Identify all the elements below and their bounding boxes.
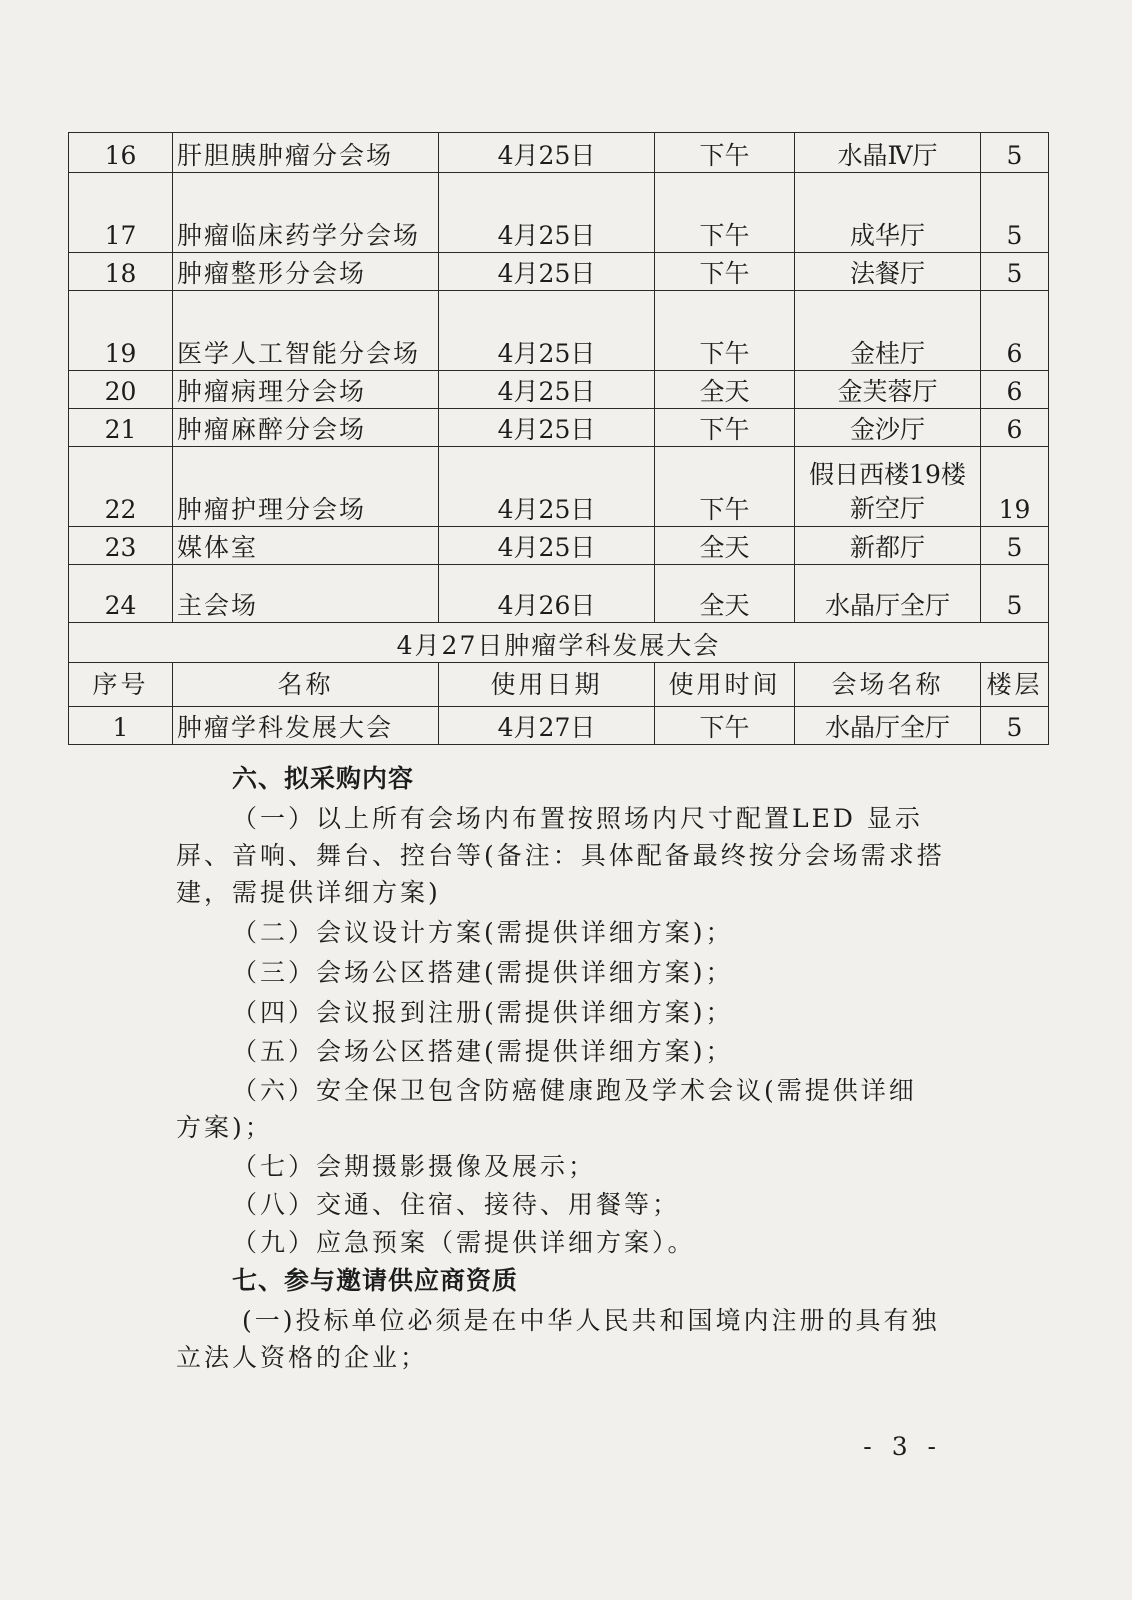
cell-time: 下午 [655,133,795,173]
table-row [69,291,1049,371]
cell-date: 4月25日 [439,133,655,173]
cell-date: 4月25日 [439,291,655,371]
section6-item-8: （八）交通、住宿、接待、用餐等； [232,1190,681,1219]
table-row [69,565,1049,623]
cell-no: 22 [69,447,173,527]
table-row [69,707,1049,745]
cell-date: 4月25日 [439,253,655,291]
venue-table [68,132,1049,745]
cell-floor: 5 [981,527,1049,565]
cell-venue [795,447,981,527]
cell-venue: 成华厅 [795,173,981,253]
cell-venue: 金桂厅 [795,291,981,371]
section7-item-1: (一)投标单位必须是在中华人民共和国境内注册的具有独立法人资格的企业； [176,1306,940,1372]
section6-item-4: （四）会议报到注册(需提供详细方案)； [232,998,734,1027]
section-title-row [69,623,1049,663]
cell-venue: 金芙蓉厅 [795,371,981,409]
cell-floor: 19 [981,447,1049,527]
cell-no: 1 [69,707,173,745]
cell-name: 医学人工智能分会场 [173,291,439,371]
section6-item-6: （六）安全保卫包含防癌健康跑及学术会议(需提供详细方案)； [176,1076,917,1142]
cell-time: 全天 [655,527,795,565]
cell-floor: 5 [981,565,1049,623]
header-time: 使用时间 [655,663,795,707]
cell-time: 下午 [655,291,795,371]
cell-time: 下午 [655,707,795,745]
cell-floor: 6 [981,409,1049,447]
cell-floor: 5 [981,133,1049,173]
cell-venue: 法餐厅 [795,253,981,291]
section6-item-1: （一）以上所有会场内布置按照场内尺寸配置LED 显示屏、音响、舞台、控台等(备注：具体配备最终按分会场需求搭建，需提供详细方案) [176,804,945,907]
header-row [69,663,1049,707]
cell-name: 肿瘤临床药学分会场 [173,173,439,253]
cell-no: 19 [69,291,173,371]
cell-venue: 水晶厅全厅 [795,707,981,745]
cell-no: 17 [69,173,173,253]
cell-time: 下午 [655,409,795,447]
table-row [69,409,1049,447]
header-no: 序号 [69,663,173,707]
cell-no: 21 [69,409,173,447]
cell-venue-line: 新空厅 [849,494,925,523]
section6-item-5: （五）会场公区搭建(需提供详细方案)； [232,1037,734,1066]
venue-table-body [69,133,1049,745]
cell-no: 16 [69,133,173,173]
cell-time: 全天 [655,371,795,409]
cell-floor: 5 [981,707,1049,745]
cell-date: 4月25日 [439,173,655,253]
cell-floor: 6 [981,371,1049,409]
cell-name: 主会场 [173,565,439,623]
section6-item-3: （三）会场公区搭建(需提供详细方案)； [232,958,734,987]
header-name: 名称 [173,663,439,707]
cell-venue: 新都厅 [795,527,981,565]
cell-no: 18 [69,253,173,291]
cell-name: 媒体室 [173,527,439,565]
cell-name: 肿瘤整形分会场 [173,253,439,291]
section-title: 4月27日肿瘤学科发展大会 [69,623,1049,663]
table-row [69,173,1049,253]
page-number: - 3 - [863,1432,942,1461]
table-row [69,527,1049,565]
cell-name: 肝胆胰肿瘤分会场 [173,133,439,173]
section6-item-2: （二）会议设计方案(需提供详细方案)； [232,918,734,947]
section6-item-9: （九）应急预案（需提供详细方案）。 [232,1228,696,1257]
cell-time: 下午 [655,173,795,253]
cell-date: 4月26日 [439,565,655,623]
cell-name: 肿瘤学科发展大会 [173,707,439,745]
cell-floor: 6 [981,291,1049,371]
header-floor: 楼层 [981,663,1049,707]
cell-time: 下午 [655,447,795,527]
cell-floor: 5 [981,173,1049,253]
cell-floor: 5 [981,253,1049,291]
cell-venue-line: 假日西楼19楼 [809,460,966,489]
cell-name: 肿瘤病理分会场 [173,371,439,409]
cell-no: 24 [69,565,173,623]
table-row [69,133,1049,173]
header-venue: 会场名称 [795,663,981,707]
section6-item-7: （七）会期摄影摄像及展示； [232,1152,597,1181]
section7-heading: 七、参与邀请供应商资质 [232,1266,519,1295]
cell-name: 肿瘤护理分会场 [173,447,439,527]
table-row [69,371,1049,409]
table-row [69,447,1049,527]
section6-heading: 六、拟采购内容 [232,764,415,793]
cell-time: 全天 [655,565,795,623]
cell-name: 肿瘤麻醉分会场 [173,409,439,447]
cell-time: 下午 [655,253,795,291]
cell-venue: 金沙厅 [795,409,981,447]
cell-date: 4月25日 [439,527,655,565]
cell-date: 4月27日 [439,707,655,745]
cell-date: 4月25日 [439,447,655,527]
cell-date: 4月25日 [439,409,655,447]
table-row [69,253,1049,291]
header-date: 使用日期 [439,663,655,707]
cell-no: 20 [69,371,173,409]
cell-venue: 水晶厅全厅 [795,565,981,623]
cell-date: 4月25日 [439,371,655,409]
cell-venue: 水晶Ⅳ厅 [795,133,981,173]
cell-no: 23 [69,527,173,565]
